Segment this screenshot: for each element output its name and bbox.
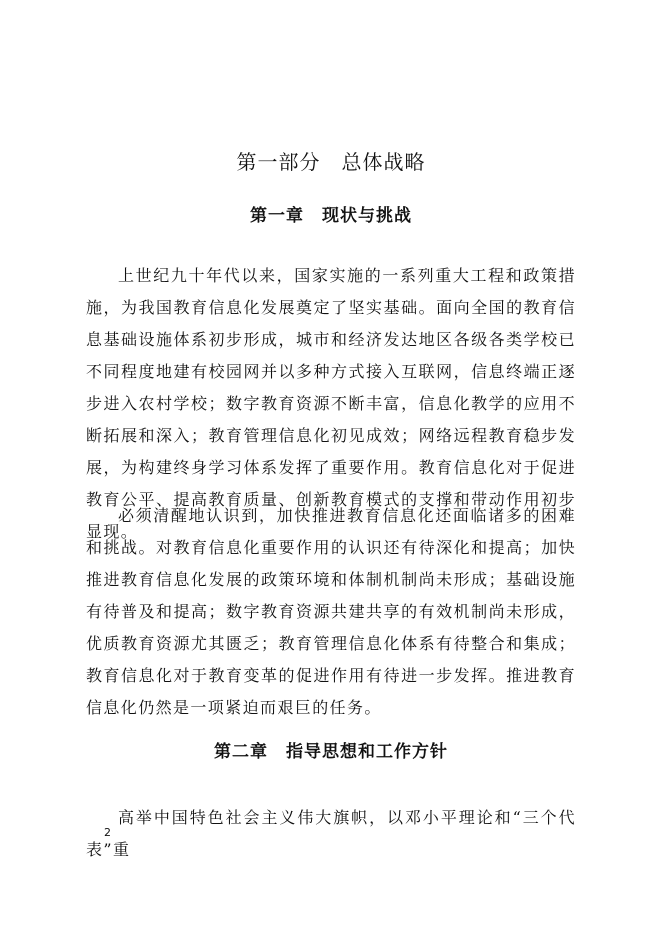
chapter-1-title: 第一章 现状与挑战 — [250, 206, 412, 227]
chapter-2-title: 第二章 指导思想和工作方针 — [214, 742, 448, 763]
paragraph: 必须清醒地认识到，加快推进教育信息化还面临诸多的困难和挑战。对教育信息化重要作用的认识还有待深化和提高；加快推进教育信息化发展的政策环境和体制机制尚未形成；基础设施有待普及和提高；数字教育资源共建共享的有效机制尚未形成，优质教育资源尤其匮乏；教育管理信息化体系有待整合和集成；教育信息化对于教育变革的促进作用有待进一步发挥。推进教育信息化仍然是一项紧迫而艰巨的任务。 — [86, 506, 576, 717]
page-number: 2 — [104, 826, 111, 839]
part-title: 第一部分 总体战略 — [236, 150, 426, 175]
paragraph: 上世纪九十年代以来，国家实施的一系列重大工程和政策措施，为我国教育信息化发展奠定了坚实基础。面向全国的教育信息基础设施体系初步形成，城市和经济发达地区各级各类学校已不同程度地建有校园网并以多种方式接入互联网，信息终端正逐步进入农村学校；数字教育资源不断丰富，信息化教学的应用不断拓展和深入；教育管理信息化初见成效；网络远程教育稳步发展，为构建终身学习体系发挥了重要作用。教育信息化对于促进教育公平、提高教育质量、创新教育模式的支撑和带动作用初步显现。 — [86, 266, 576, 541]
paragraph: 高举中国特色社会主义伟大旗帜，以邓小平理论和“三个代表”重 — [86, 808, 576, 859]
